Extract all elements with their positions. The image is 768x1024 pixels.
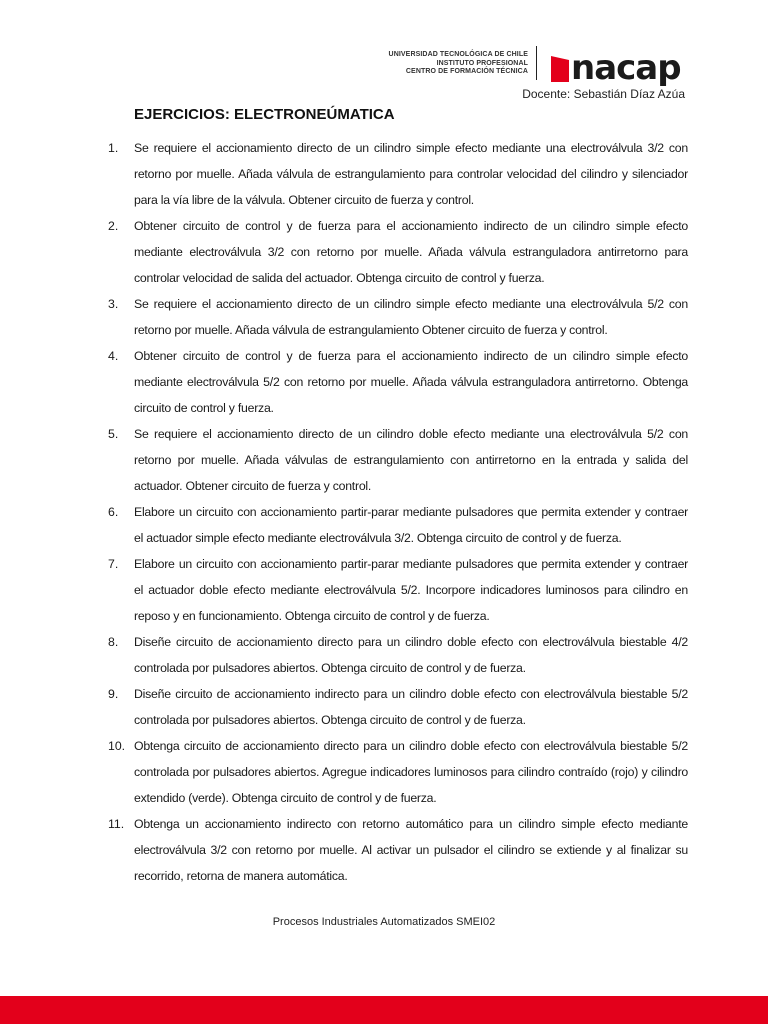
list-item — [108, 421, 688, 499]
item-text: Elabore un circuito con accionamiento partir-parar mediante pulsadores que permita extender y contraer el actuador simple efecto mediante electroválvula 3/2. Obtenga circuito de control y de fuerza. — [134, 505, 688, 545]
instructor-name: Docente: Sebastián Díaz Azúa — [522, 87, 685, 101]
list-item — [108, 291, 688, 343]
item-text: Obtener circuito de control y de fuerza para el accionamiento indirecto de un cilindro simple efecto mediante electroválvula 5/2 con retorno por muelle. Añada válvula estranguladora antirretorno. Obtenga circuito de control y fuerza. — [134, 349, 688, 415]
list-item — [108, 681, 688, 733]
exercise-list — [108, 135, 688, 889]
page-header — [0, 0, 768, 110]
institution-line: INSTITUTO PROFESIONAL — [436, 59, 528, 67]
item-number: 2. — [108, 219, 119, 233]
list-item — [108, 551, 688, 629]
item-text: Obtenga un accionamiento indirecto con retorno automático para un cilindro simple efecto mediante electroválvula 3/2 con retorno por muelle. Al activar un pulsador el cilindro se extiende y al finalizar su recorrido, retorna de manera automática. — [134, 817, 688, 883]
item-number: 8. — [108, 635, 119, 649]
item-number: 4. — [108, 349, 119, 363]
item-text: Se requiere el accionamiento directo de un cilindro simple efecto mediante una electroválvula 5/2 con retorno por muelle. Añada válvula de estrangulamiento Obtener circuito de fuerza y control. — [134, 297, 688, 337]
item-number: 10. — [108, 739, 126, 753]
list-item — [108, 733, 688, 811]
institution-line: UNIVERSIDAD TECNOLÓGICA DE CHILE — [388, 51, 528, 58]
item-number: 9. — [108, 687, 119, 701]
list-item — [108, 343, 688, 421]
item-number: 3. — [108, 297, 119, 311]
footer-bar — [0, 996, 768, 1024]
inacap-logo — [549, 48, 689, 88]
page-footer: Procesos Industriales Automatizados SMEI02 — [272, 916, 496, 928]
institution-block — [389, 51, 528, 77]
item-text: Diseñe circuito de accionamiento indirecto para un cilindro doble efecto con electroválvula biestable 5/2 controlada por pulsadores abiertos. Obtenga circuito de control y de fuerza. — [134, 687, 688, 727]
institution-line: CENTRO DE FORMACIÓN TÉCNICA — [405, 68, 528, 75]
item-number: 7. — [108, 557, 119, 571]
page-title: EJERCICIOS: ELECTRONEÚMATICA — [134, 106, 395, 123]
item-text: Se requiere el accionamiento directo de un cilindro simple efecto mediante una electroválvula 3/2 con retorno por muelle. Añada válvula de estrangulamiento para controlar velocidad del cilindro y silenciador para la vía libre de la válvula. Obtener circuito de fuerza y control. — [134, 141, 688, 207]
item-text: Obtener circuito de control y de fuerza para el accionamiento indirecto de un cilindro simple efecto mediante electroválvula 3/2 con retorno por muelle. Añada válvula estranguladora antirretorno para controlar velocidad de salida del actuador. Obtenga circuito de control y fuerza. — [134, 219, 688, 285]
item-text: Obtenga circuito de accionamiento directo para un cilindro doble efecto con electroválvula biestable 5/2 controlada por pulsadores abiertos. Agregue indicadores luminosos para cilindro contraído (rojo) y cilindro extendido (verde). Obtenga circuito de control y de fuerza. — [134, 739, 688, 805]
item-text: Se requiere el accionamiento directo de un cilindro doble efecto mediante una electroválvula 5/2 con retorno por muelle. Añada válvulas de estrangulamiento con antirretorno en la entrada y salida del actuador. Obtener circuito de fuerza y control. — [134, 427, 688, 493]
list-item — [108, 135, 688, 213]
item-number: 5. — [108, 427, 119, 441]
list-item — [108, 499, 688, 551]
item-number: 11. — [108, 817, 125, 831]
item-text: Diseñe circuito de accionamiento directo para un cilindro doble efecto con electroválvula biestable 4/2 controlada por pulsadores abiertos. Obtenga circuito de control y de fuerza. — [134, 635, 688, 675]
header-divider — [536, 46, 537, 80]
logo-wordmark: nacap — [571, 48, 681, 88]
list-item — [108, 811, 688, 889]
item-text: Elabore un circuito con accionamiento partir-parar mediante pulsadores que permita extender y contraer el actuador doble efecto mediante electroválvula 5/2. Incorpore indicadores luminosos para cilindro en reposo y en funcionamiento. Obtenga circuito de control y de fuerza. — [134, 557, 688, 623]
logo-mark-icon — [549, 56, 571, 82]
list-item — [108, 629, 688, 681]
item-number: 1. — [108, 141, 119, 155]
list-item — [108, 213, 688, 291]
item-number: 6. — [108, 505, 119, 519]
